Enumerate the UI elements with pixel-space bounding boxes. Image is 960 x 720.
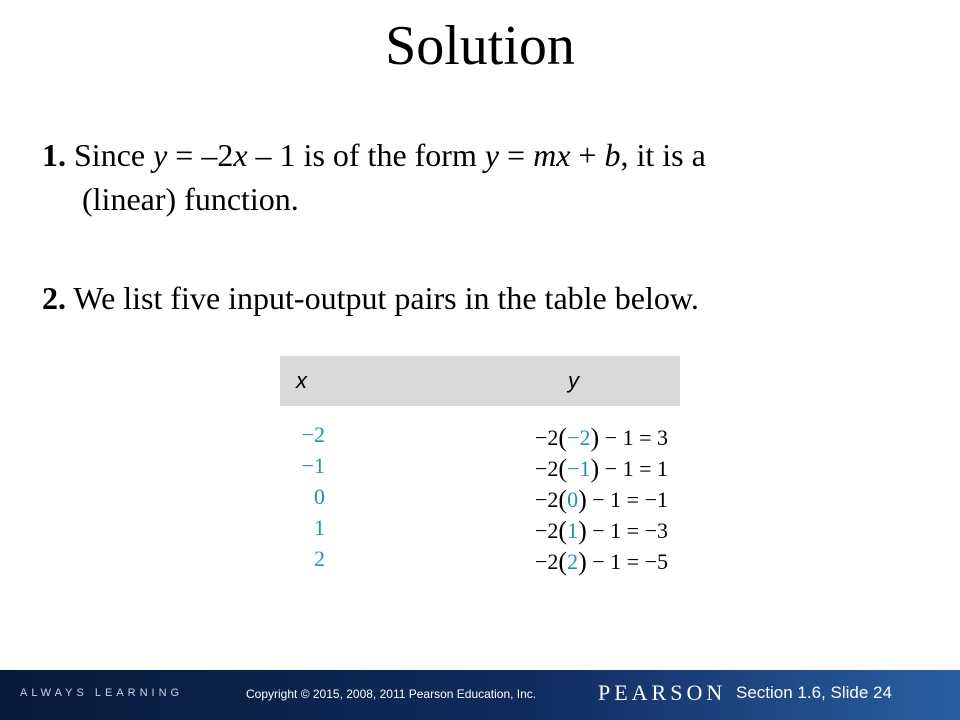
table-body <box>280 406 680 575</box>
footer-bar <box>0 670 960 720</box>
output-argument: 0 <box>567 487 579 512</box>
solution-item-2 <box>42 276 922 320</box>
header-y: y <box>568 368 579 393</box>
slide-number: Section 1.6, Slide 24 <box>736 683 892 702</box>
slide-title: Solution <box>385 15 575 77</box>
header-x: x <box>296 368 307 393</box>
item-2-text: We list five input-output pairs in the table below. <box>66 280 699 316</box>
output-argument: −1 <box>567 456 591 481</box>
item-1-text-a: Since <box>66 137 154 173</box>
output-cell: −2(1) − 1 = −3 <box>535 516 668 545</box>
item-1-var-y: y <box>153 137 168 173</box>
output-argument: −2 <box>567 425 591 450</box>
table-header <box>280 356 680 406</box>
output-cell: −2(−1) − 1 = 1 <box>534 454 668 483</box>
table-row <box>280 451 680 482</box>
input-cell: 0 <box>314 484 325 509</box>
item-1-text-c: – 1 is of the form <box>247 137 485 173</box>
output-result: − 1 = −5 <box>586 549 668 574</box>
output-cell: −2(−2) − 1 = 3 <box>534 423 668 452</box>
table-row <box>280 544 680 575</box>
input-cell: 1 <box>314 515 325 540</box>
output-coefficient: −2 <box>535 518 559 543</box>
output-cell: −2(2) − 1 = −5 <box>535 547 668 576</box>
input-cell: −2 <box>301 422 325 447</box>
output-coefficient: −2 <box>535 487 559 512</box>
item-2-number: 2. <box>42 280 66 316</box>
pearson-logo: PEARSON <box>598 680 727 705</box>
output-argument: 1 <box>567 518 579 543</box>
output-coefficient: −2 <box>535 549 559 574</box>
item-1-line-2: (linear) function. <box>82 181 299 217</box>
output-result: − 1 = −1 <box>586 487 668 512</box>
item-1-text-d: = <box>499 137 534 173</box>
solution-item-1 <box>42 133 922 221</box>
item-1-text-b: = –2 <box>167 137 234 173</box>
output-argument: 2 <box>567 549 579 574</box>
footer-copyright: Copyright © 2015, 2008, 2011 Pearson Education, Inc. <box>246 687 537 701</box>
item-1-number: 1. <box>42 137 66 173</box>
item-1-var-y2: y <box>484 137 500 173</box>
table-row <box>280 420 680 451</box>
table-row <box>280 482 680 513</box>
output-result: − 1 = 1 <box>599 456 668 481</box>
table-row <box>280 513 680 544</box>
output-cell: −2(0) − 1 = −1 <box>535 485 668 514</box>
output-coefficient: −2 <box>534 425 559 450</box>
item-1-var-x: x <box>233 137 248 173</box>
input-cell: 2 <box>314 546 325 571</box>
item-1-var-b: b <box>604 137 621 173</box>
item-1-var-mx: mx <box>533 137 571 173</box>
output-result: − 1 = 3 <box>599 425 668 450</box>
input-cell: −1 <box>301 453 325 478</box>
output-result: − 1 = −3 <box>586 518 668 543</box>
footer-tagline: ALWAYS LEARNING <box>20 687 184 699</box>
item-1-text-e: + <box>570 137 605 173</box>
item-1-text-f: , it is a <box>620 137 706 173</box>
output-coefficient: −2 <box>534 456 559 481</box>
input-output-table <box>280 356 680 575</box>
